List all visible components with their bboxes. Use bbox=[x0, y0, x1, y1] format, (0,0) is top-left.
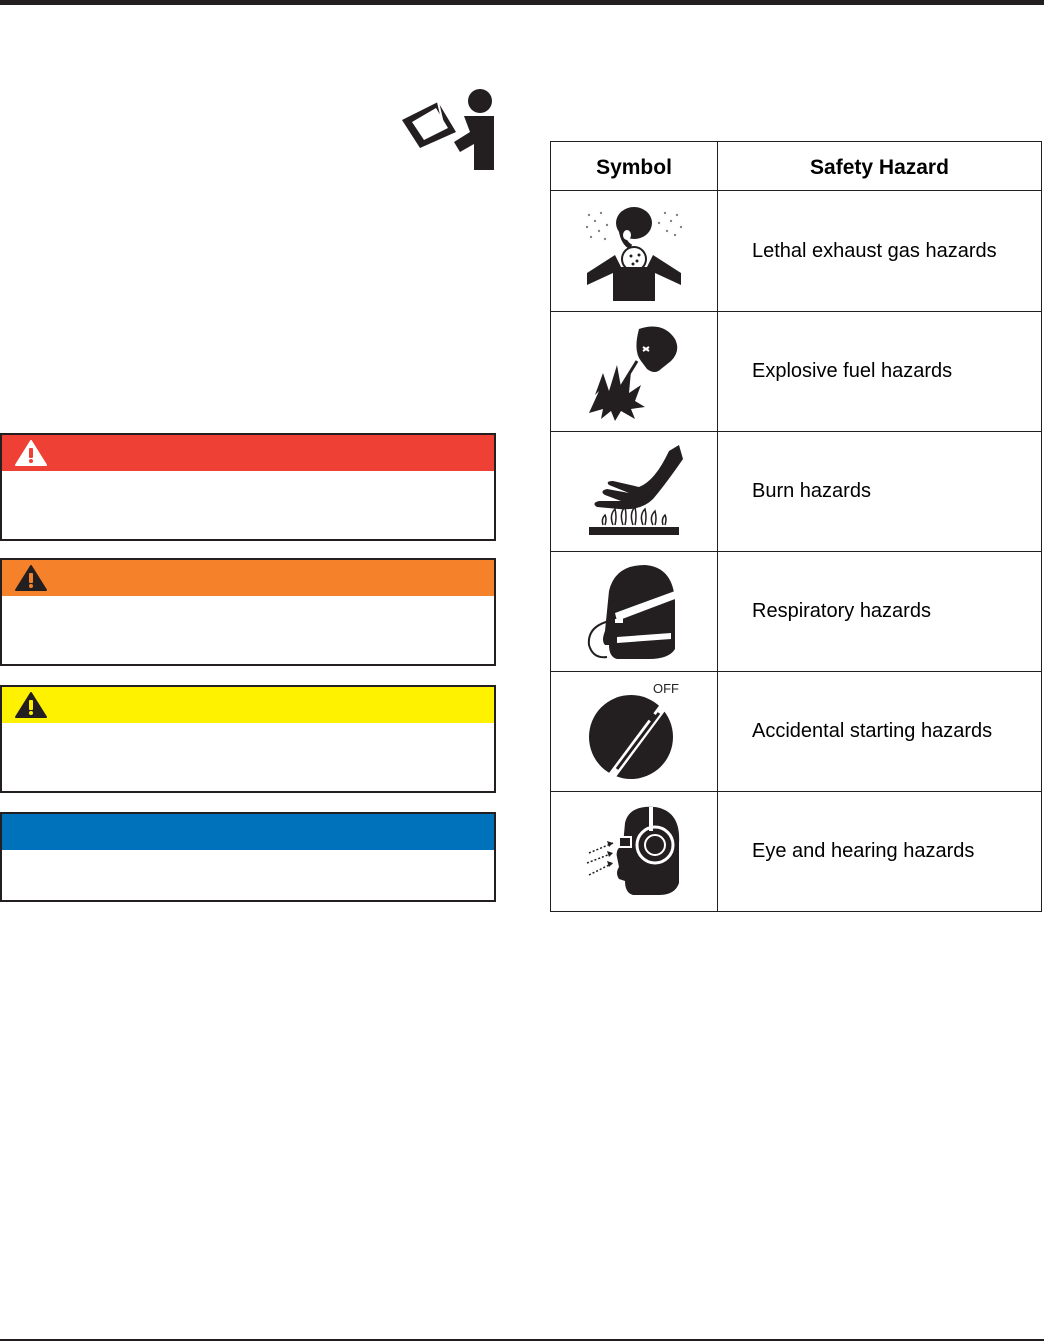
bottom-rule bbox=[0, 1339, 1044, 1341]
hazard-label: Burn hazards bbox=[752, 480, 871, 502]
read-manual-icon bbox=[398, 86, 498, 170]
danger-bar bbox=[2, 435, 494, 471]
warning-box bbox=[0, 558, 496, 666]
header-safety-hazard: Safety Hazard bbox=[810, 156, 949, 179]
hazard-label: Accidental starting hazards bbox=[752, 720, 993, 742]
table-row bbox=[551, 671, 1041, 792]
table-row bbox=[551, 791, 1041, 911]
exhaust-gas-icon bbox=[579, 201, 689, 301]
hazard-table bbox=[550, 141, 1042, 912]
header-symbol: Symbol bbox=[596, 156, 672, 179]
notice-box bbox=[0, 812, 496, 902]
warning-triangle-icon bbox=[14, 691, 48, 719]
notice-bar bbox=[2, 814, 494, 850]
warning-triangle-icon bbox=[14, 564, 48, 592]
danger-box bbox=[0, 433, 496, 541]
top-rule bbox=[0, 0, 1044, 5]
burn-hand-icon bbox=[579, 441, 689, 541]
respirator-icon bbox=[579, 561, 689, 661]
warning-bar bbox=[2, 560, 494, 596]
table-row bbox=[551, 191, 1041, 312]
table-row bbox=[551, 431, 1041, 552]
table-row bbox=[551, 311, 1041, 432]
hazard-label: Respiratory hazards bbox=[752, 600, 931, 622]
explosion-icon bbox=[579, 321, 689, 421]
caution-bar bbox=[2, 687, 494, 723]
caution-box bbox=[0, 685, 496, 793]
eye-ear-protection-icon bbox=[579, 801, 689, 901]
table-row bbox=[551, 551, 1041, 672]
off-label: OFF bbox=[653, 681, 679, 696]
hazard-label: Eye and hearing hazards bbox=[752, 840, 975, 862]
ignition-off-icon bbox=[579, 681, 689, 781]
warning-triangle-icon bbox=[14, 439, 48, 467]
hazard-label: Lethal exhaust gas hazards bbox=[752, 240, 997, 262]
table-header bbox=[551, 142, 1041, 191]
hazard-label: Explosive fuel hazards bbox=[752, 360, 953, 382]
